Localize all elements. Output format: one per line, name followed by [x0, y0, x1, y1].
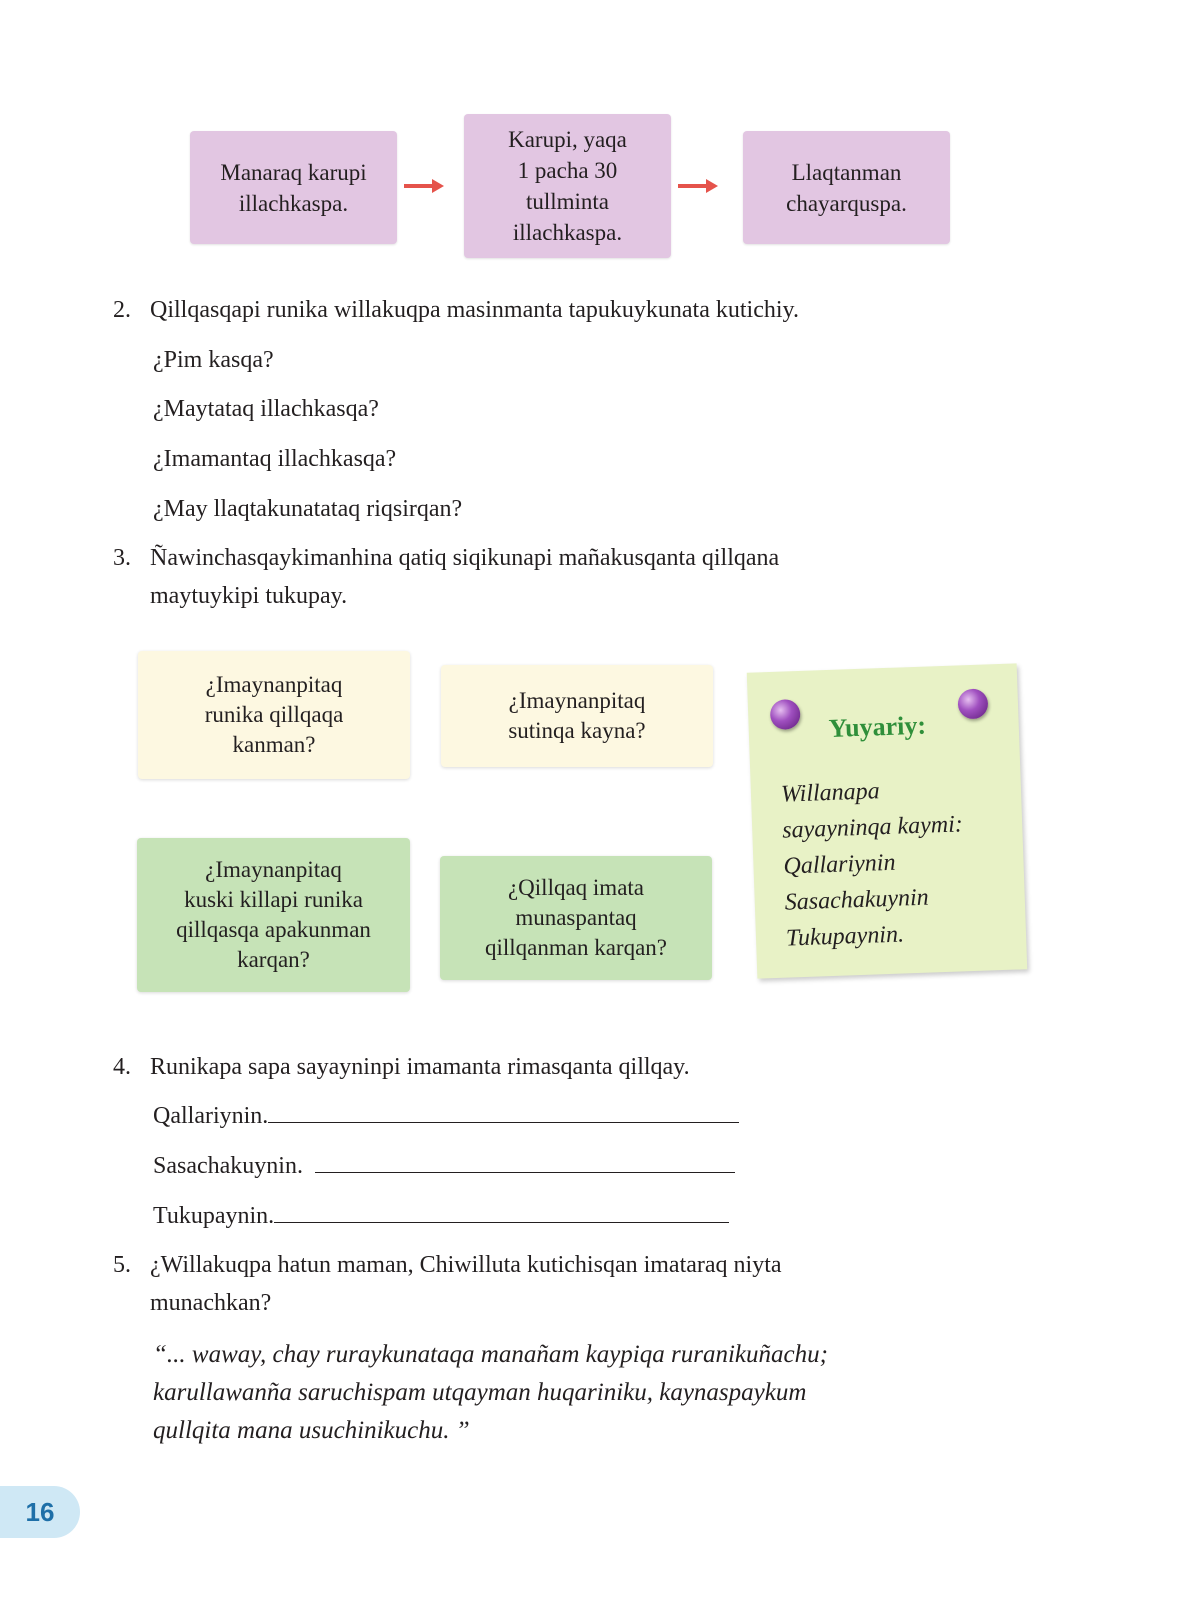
page-number: 16 [0, 1486, 80, 1538]
question-number: 3. [113, 545, 131, 571]
note-line: Willanapa [780, 778, 881, 808]
question-text: ¿Willakuqpa hatun maman, Chiwilluta kutichisqan imataraq niyta [150, 1252, 782, 1278]
note-line: sayayninqa kaymi: [781, 811, 964, 844]
quote-line: qullqita mana usuchinikuchu. ” [153, 1417, 470, 1444]
question-text: Ñawinchasqaykimanhina qatiq siqikunapi mañakusqanta qillqana [150, 545, 780, 571]
question-card: ¿Qillqaq imata munaspantaq qillqanman karqan? [440, 856, 712, 980]
question-text: maytuykipi tukupay. [150, 583, 348, 609]
answer-label: Tukupaynin. [153, 1203, 275, 1229]
answer-line[interactable] [274, 1200, 729, 1223]
question-text: Qillqasqapi runika willakuqpa masinmanta tapukuykunata kutichiy. [150, 297, 799, 323]
answer-label: Sasachakuynin. [153, 1153, 309, 1179]
note-line: Sasachakuynin [784, 884, 930, 916]
flow-box-3: Llaqtanman chayarquspa. [743, 131, 950, 244]
sub-question: ¿Pim kasqa? [153, 347, 274, 373]
sub-question: ¿Maytataq illachkasqa? [153, 396, 379, 422]
quote-line: “... waway, chay ruraykunataqa manañam kaypiqa ruranikuñachu; [153, 1341, 828, 1368]
sub-question: ¿Imamantaq illachkasqa? [153, 446, 397, 472]
question-card: ¿Imaynanpitaq runika qillqaqa kanman? [138, 651, 410, 779]
note-line: Tukupaynin. [785, 921, 905, 952]
answer-row [153, 1100, 739, 1132]
question-card: ¿Imaynanpitaq sutinqa kayna? [441, 665, 713, 767]
question-number: 5. [113, 1252, 131, 1278]
flow-box-2: Karupi, yaqa 1 pacha 30 tullminta illachkaspa. [464, 114, 671, 258]
arrow-right-icon [404, 178, 444, 194]
answer-label: Qallariynin. [153, 1103, 269, 1129]
pin-icon [770, 699, 801, 730]
question-text: munachkan? [150, 1290, 272, 1316]
answer-line[interactable] [315, 1150, 735, 1173]
question-number: 2. [113, 297, 131, 323]
question-card: ¿Imaynanpitaq kuski killapi runika qillqasqa apakunman karqan? [137, 838, 410, 992]
question-text: Runikapa sapa sayayninpi imamanta rimasqanta qillqay. [150, 1054, 690, 1080]
flow-box-1: Manaraq karupi illachkaspa. [190, 131, 397, 244]
question-number: 4. [113, 1054, 131, 1080]
pin-icon [957, 688, 988, 719]
note-line: Qallariynin [783, 849, 896, 880]
reminder-note [747, 663, 1028, 978]
quote-line: karullawanña saruchispam utqayman huqariniku, kaynaspaykum [153, 1379, 807, 1406]
answer-line[interactable] [268, 1100, 739, 1123]
answer-row [153, 1150, 735, 1182]
note-title: Yuyariy: [828, 710, 927, 743]
arrow-right-icon [678, 178, 718, 194]
answer-row [153, 1200, 729, 1232]
sub-question: ¿May llaqtakunatataq riqsirqan? [153, 496, 463, 522]
